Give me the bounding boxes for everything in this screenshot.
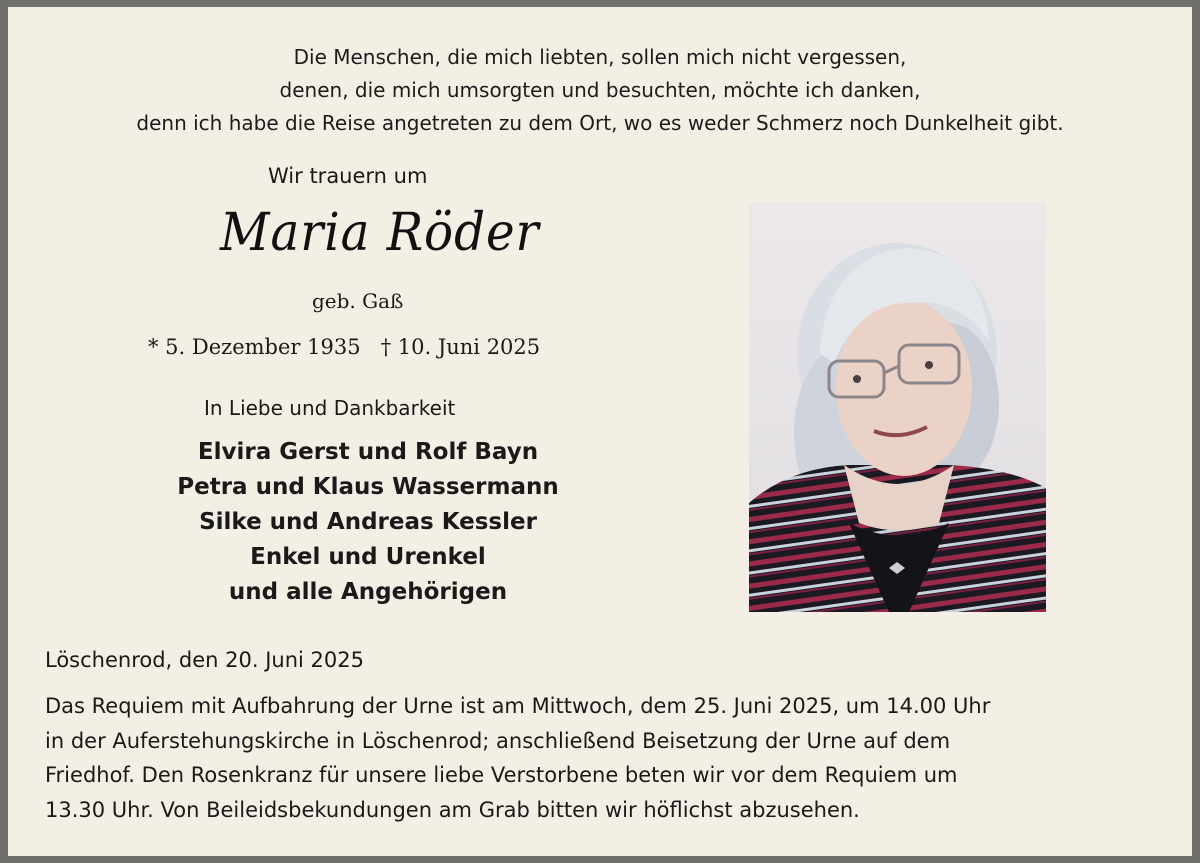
- family-member: und alle Angehörigen: [228, 579, 508, 605]
- mourn-intro: Wir trauern um: [268, 164, 428, 188]
- love-line: In Liebe und Dankbarkeit: [204, 396, 456, 420]
- maiden-name: geb. Gaß: [312, 289, 404, 313]
- poem-line: Die Menschen, die mich liebten, sollen mich nicht vergessen,: [293, 45, 907, 69]
- poem-line: denn ich habe die Reise angetreten zu dem Ort, wo es weder Schmerz noch Dunkelheit gibt.: [136, 111, 1064, 135]
- poem: [0, 41, 1200, 140]
- poem-line: denen, die mich umsorgten und besuchten, möchte ich danken,: [279, 78, 921, 102]
- death-date: † 10. Juni 2025: [380, 335, 541, 359]
- notice-line: in der Auferstehungskirche in Löschenrod; anschließend Beisetzung der Urne auf dem: [45, 728, 951, 753]
- deceased-name: Maria Röder: [220, 203, 540, 263]
- portrait-illustration: [749, 203, 1046, 612]
- obituary-card: [8, 7, 1192, 856]
- family-member: Silke und Andreas Kessler: [199, 509, 537, 535]
- portrait-photo: [749, 203, 1046, 612]
- place-date: Löschenrod, den 20. Juni 2025: [45, 648, 364, 672]
- family-member: Petra und Klaus Wassermann: [177, 474, 559, 500]
- life-dates: [148, 335, 540, 359]
- family-member: Elvira Gerst und Rolf Bayn: [197, 439, 539, 465]
- birth-date: * 5. Dezember 1935: [148, 335, 361, 359]
- funeral-notice: [45, 689, 1165, 827]
- notice-line: Friedhof. Den Rosenkranz für unsere liebe Verstorbene beten wir vor dem Requiem um: [45, 763, 958, 787]
- notice-line: 13.30 Uhr. Von Beileidsbekundungen am Grab bitten wir höflichst abzusehen.: [45, 797, 860, 822]
- family-member: Enkel und Urenkel: [250, 544, 486, 570]
- notice-line: Das Requiem mit Aufbahrung der Urne ist am Mittwoch, dem 25. Juni 2025, um 14.00 Uhr: [45, 694, 991, 718]
- family-list: [88, 435, 648, 610]
